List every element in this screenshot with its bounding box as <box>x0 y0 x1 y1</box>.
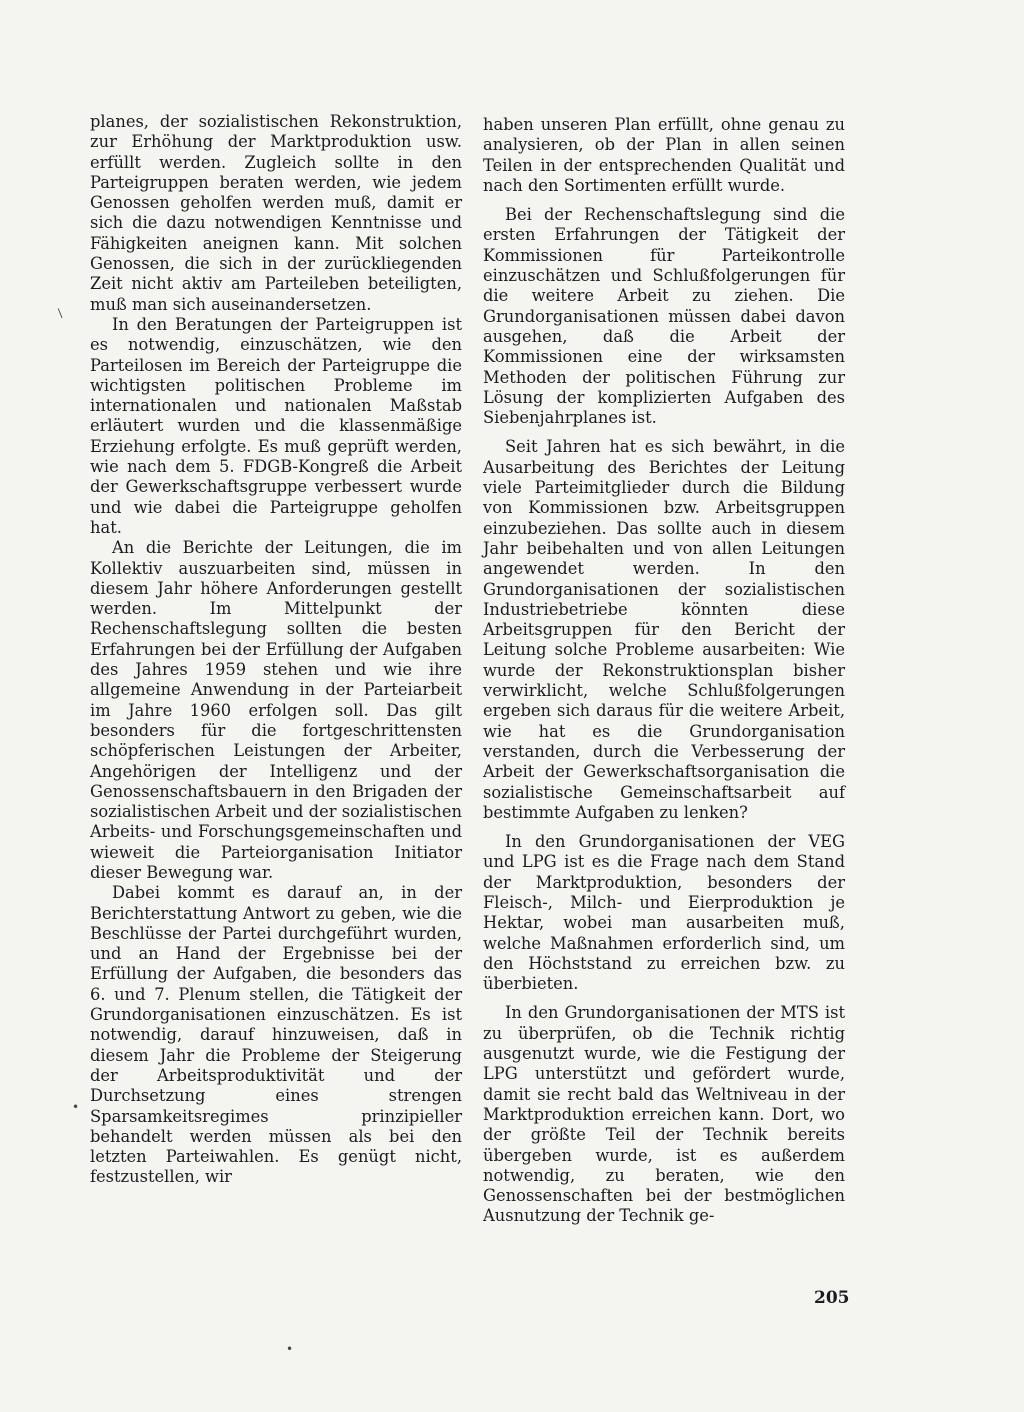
paragraph: An die Berichte der Leitungen, die im Kollektiv auszuarbeiten sind, müssen in diesem Jahr höhere Anforderungen gestellt werden. Im Mittelpunkt der Rechenschaftslegung sollten die besten Erfahrungen bei der Erfüllung der Aufgaben des Jahres 1959 stehen und wie ihre allgemeine Anwendung in der Parteiarbeit im Jahre 1960 erfolgen soll. Das gilt besonders für die fortgeschrittensten schöpferischen Leistungen der Arbeiter, Angehörigen der Intelligenz und der Genossenschaftsbauern in den Brigaden der sozialistischen Arbeit und der sozialistischen Arbeits- und Forschungsgemeinschaften und wieweit die Parteiorganisation Initiator dieser Bewegung war. <box>90 538 462 882</box>
paragraph: haben unseren Plan erfüllt, ohne genau zu analysieren, ob der Plan in allen seinen Teilen in der entsprechenden Qualität und nach den Sortimenten erfüllt wurde. <box>483 115 845 195</box>
paragraph: In den Grundorganisationen der MTS ist zu überprüfen, ob die Technik richtig ausgenutzt wurde, wie die Festigung der LPG unterstützt und gefördert wurde, damit sie recht bald das Weltniveau in der Marktproduktion erreichen kann. Dort, wo der größte Teil der Technik bereits übergeben wurde, ist es außerdem notwendig, zu beraten, wie den Genossenschaften bei der bestmöglichen Ausnutzung der Technik ge- <box>483 1003 845 1226</box>
paragraph: Bei der Rechenschaftslegung sind die ersten Erfahrungen der Tätigkeit der Kommissionen für Parteikontrolle einzuschätzen und Schlußfolgerungen für die weitere Arbeit zu ziehen. Die Grundorganisationen müssen dabei davon ausgehen, daß die Arbeit der Kommissionen eine der wirksamsten Methoden der politischen Führung zur Lösung der komplizierten Aufgaben des Siebenjahrplanes ist. <box>483 205 845 428</box>
left-text-column <box>90 112 462 1188</box>
paragraph: planes, der sozialistischen Rekonstruktion, zur Erhöhung der Marktproduktion usw. erfüllt werden. Zugleich sollte in den Parteigruppen beraten werden, wie jedem Genossen geholfen werden muß, damit er sich die dazu notwendigen Kenntnisse und Fähigkeiten aneignen kann. Mit solchen Genossen, die sich in der zurückliegenden Zeit nicht aktiv am Parteileben beteiligten, muß man sich auseinandersetzen. <box>90 112 462 314</box>
page-number: 205 <box>814 1288 850 1308</box>
paragraph: Dabei kommt es darauf an, in der Berichterstattung Antwort zu geben, wie die Beschlüsse der Partei durchgeführt wurden, und an Hand der Ergebnisse bei der Erfüllung der Aufgaben, die besonders das 6. und 7. Plenum stellen, die Tätigkeit der Grundorganisationen einzuschätzen. Es ist notwendig, darauf hinzuweisen, daß in diesem Jahr die Probleme der Steigerung der Arbeitsproduktivität und der Durchsetzung eines strengen Sparsamkeitsregimes prinzipieller behandelt werden müssen als bei den letzten Parteiwahlen. Es genügt nicht, festzustellen, wir <box>90 883 462 1187</box>
paragraph: Seit Jahren hat es sich bewährt, in die Ausarbeitung des Berichtes der Leitung viele Parteimitglieder durch die Bildung von Kommissionen bzw. Arbeitsgruppen einzubeziehen. Das sollte auch in diesem Jahr beibehalten und von allen Leitungen angewendet werden. In den Grundorganisationen der sozialistischen Industriebetriebe könnten diese Arbeitsgruppen für den Bericht der Leitung solche Probleme ausarbeiten: Wie wurde der Rekonstruktionsplan bisher verwirklicht, welche Schlußfolgerungen ergeben sich daraus für die weitere Arbeit, wie hat es die Grundorganisation verstanden, durch die Verbesserung der Arbeit der Gewerkschaftsorganisation die sozialistische Gemeinschaftsarbeit auf bestimmte Aufgaben zu lenken? <box>483 437 845 822</box>
paragraph: In den Grundorganisationen der VEG und LPG ist es die Frage nach dem Stand der Marktproduktion, besonders der Fleisch-, Milch- und Eierproduktion je Hektar, wobei man ausarbeiten muß, welche Maßnahmen erforderlich sind, um den Höchststand zu erreichen bzw. zu überbieten. <box>483 832 845 994</box>
right-text-column <box>483 115 845 1227</box>
paragraph: In den Beratungen der Parteigruppen ist es notwendig, einzuschätzen, wie den Parteilosen im Bereich der Parteigruppe die wichtigsten politischen Probleme im internationalen und nationalen Maßstab erläutert wurden und die klassenmäßige Erziehung erfolgte. Es muß geprüft werden, wie nach dem 5. FDGB-Kongreß die Arbeit der Gewerkschaftsgruppe verbessert wurde und wie dabei die Parteigruppe geholfen hat. <box>90 314 462 537</box>
scan-mark-icon: / <box>53 306 67 320</box>
scan-dot-icon: • <box>286 1342 294 1356</box>
scan-dot-icon: • <box>72 1100 80 1114</box>
